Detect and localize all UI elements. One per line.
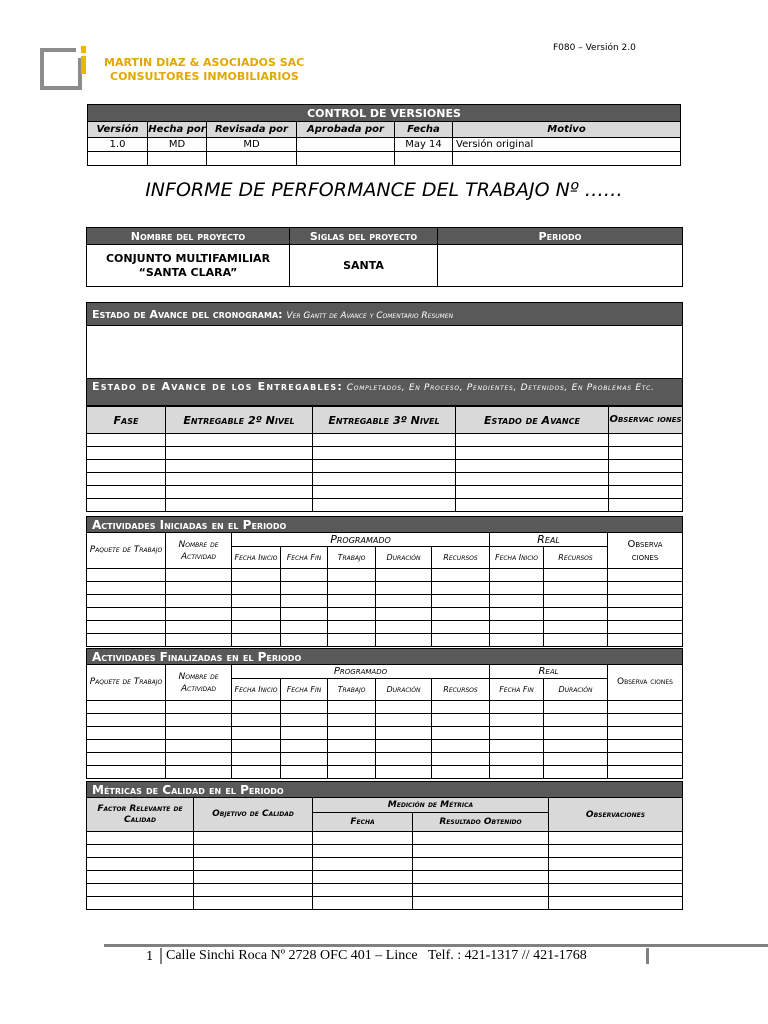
table-row (87, 582, 683, 595)
footer-divider (104, 944, 768, 947)
table-row (87, 871, 683, 884)
activity-name-header: Nombre de Actividad (166, 533, 232, 569)
actual-header: Real (490, 533, 608, 547)
table-row (87, 569, 683, 582)
footer-left-mark (160, 948, 162, 964)
version-control-title: CONTROL DE VERSIONES (88, 105, 681, 122)
version-control-table (87, 104, 681, 166)
metric-result-header: Resultado Obtenido (413, 813, 549, 832)
project-table (86, 227, 683, 287)
table-row (87, 621, 683, 634)
observations-header: Observac iones (609, 407, 683, 434)
table-row (87, 858, 683, 871)
approved-by-header: Aprobada por (297, 122, 395, 138)
date-header: Fecha (395, 122, 453, 138)
observations-header: Observa ciones (608, 533, 683, 569)
level2-header: Entregable 2º Nivel (166, 407, 313, 434)
level3-header: Entregable 3º Nivel (313, 407, 456, 434)
table-row (87, 473, 683, 486)
table-row (87, 499, 683, 512)
project-code-header: Siglas del proyecto (290, 228, 438, 245)
observations-header: Observa ciones (608, 665, 683, 701)
table-row (87, 447, 683, 460)
reason-header: Motivo (453, 122, 681, 138)
table-row (87, 740, 683, 753)
table-row (87, 845, 683, 858)
page-number: 1 (146, 949, 154, 963)
table-row (87, 832, 683, 845)
made-by-header: Hecha por (148, 122, 207, 138)
table-row (87, 595, 683, 608)
quality-metrics-table (86, 781, 683, 910)
project-code: SANTA (290, 245, 438, 287)
version-header: Versión (88, 122, 148, 138)
project-name-header: Nombre del proyecto (87, 228, 290, 245)
finished-activities-table: Actividades Finalizadas en el Periodo Paquete de Trabajo Nombre de Actividad Programado Real Observa ciones Fecha Inicio Fecha Fin Trabajo Duración Recursos Fecha Fin Duración (86, 648, 683, 779)
table-row (88, 152, 681, 166)
table-row (87, 753, 683, 766)
metric-date-header: Fecha (313, 813, 413, 832)
table-row (87, 434, 683, 447)
table-row (87, 460, 683, 473)
project-name: CONJUNTO MULTIFAMILIAR “SANTA CLARA” (87, 245, 290, 287)
schedule-status-content (86, 326, 683, 379)
deliverables-table (86, 406, 683, 512)
table-row (87, 701, 683, 714)
activity-name-header: Nombre de Actividad (166, 665, 232, 701)
quality-objective-header: Objetivo de Calidad (194, 798, 313, 832)
table-row (87, 714, 683, 727)
period-header: Periodo (438, 228, 683, 245)
work-package-header: Paquete de Trabajo (87, 533, 166, 569)
report-title: INFORME DE PERFORMANCE DEL TRABAJO Nº …… (145, 179, 623, 201)
table-row (87, 897, 683, 910)
table-row (87, 884, 683, 897)
document-code: F080 – Versión 2.0 (553, 43, 636, 53)
company-name: MARTIN DIAZ & ASOCIADOS SAC CONSULTORES INMOBILIARIOS (104, 56, 305, 83)
finished-activities-title: Actividades Finalizadas en el Periodo (87, 649, 683, 665)
project-period (438, 245, 683, 287)
footer-right-mark (646, 948, 649, 964)
started-activities-table: Actividades Iniciadas en el Periodo Paquete de Trabajo Nombre de Actividad Programado Real Observa ciones Fecha Inicio Fecha Fin Trabajo Duración Recursos Fecha Inicio Recursos (86, 516, 683, 647)
deliverables-status-header: Estado de Avance de los Entregables: Completados, En Proceso, Pendientes, Detenidos, En Problemas Etc. (86, 379, 683, 406)
planned-header: Programado (232, 665, 490, 679)
table-row: 1.0 MD MD May 14 Versión original (88, 138, 681, 152)
phase-header: Fase (87, 407, 166, 434)
footer-address: Calle Sinchi Roca Nº 2728 OFC 401 – Lince Telf. : 421-1317 // 421-1768 (166, 948, 587, 963)
table-row (87, 634, 683, 647)
schedule-status-header: Estado de Avance del cronograma: Ver Gantt de Avance y Comentario Resumen (86, 302, 683, 326)
table-row (87, 727, 683, 740)
table-row (87, 608, 683, 621)
quality-observations-header: Observaciones (549, 798, 683, 832)
work-package-header: Paquete de Trabajo (87, 665, 166, 701)
reviewed-by-header: Revisada por (207, 122, 297, 138)
started-activities-title: Actividades Iniciadas en el Periodo (87, 517, 683, 533)
quality-factor-header: Factor Relevante de Calidad (87, 798, 194, 832)
actual-header: Real (490, 665, 608, 679)
progress-header: Estado de Avance (456, 407, 609, 434)
planned-header: Programado (232, 533, 490, 547)
table-row (87, 766, 683, 779)
table-row (87, 486, 683, 499)
quality-metrics-title: Métricas de Calidad en el Periodo (87, 782, 683, 798)
metric-measurement-header: Medición de Métrica (313, 798, 549, 813)
